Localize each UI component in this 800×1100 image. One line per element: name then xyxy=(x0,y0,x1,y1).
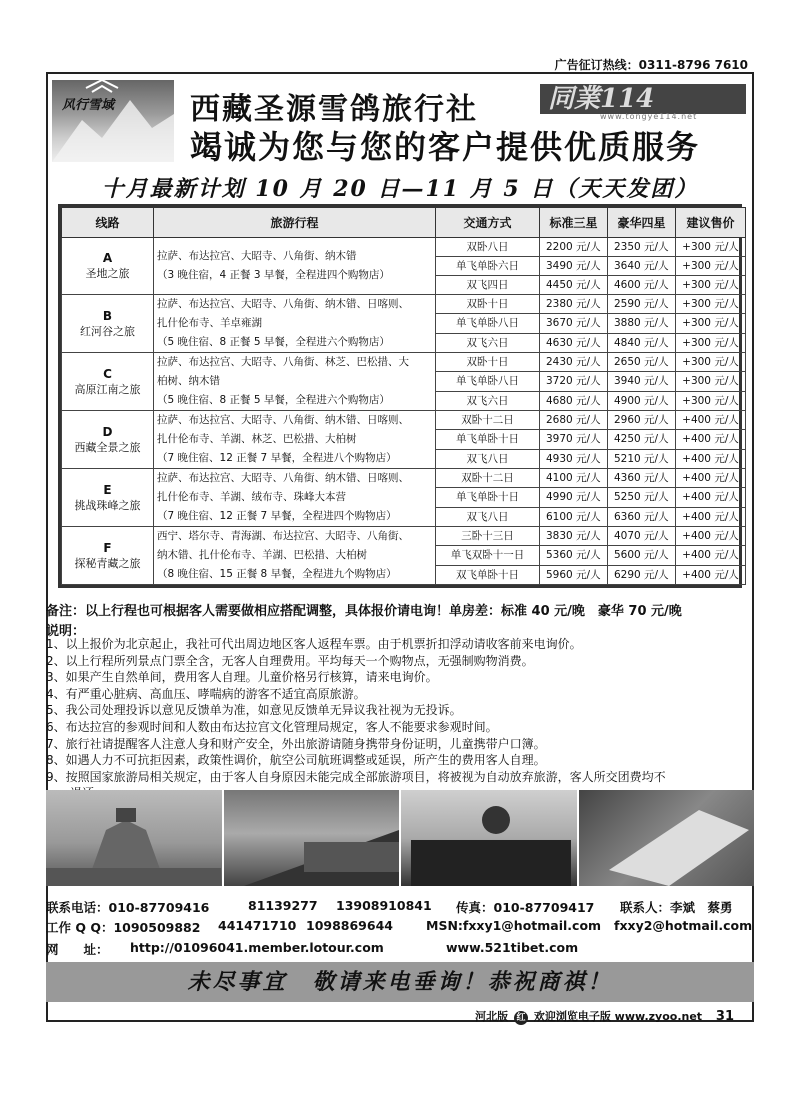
transport-cell: 双飞六日 xyxy=(436,391,540,410)
route-letter: E xyxy=(103,482,112,497)
standard-price-cell: 2380 元/人 xyxy=(540,295,608,314)
luxury-price-cell: 3640 元/人 xyxy=(608,257,676,276)
luxury-price-cell: 5250 元/人 xyxy=(608,488,676,507)
suggested-price-cell: +300 元/人 xyxy=(676,372,746,391)
suggested-price-cell: +400 元/人 xyxy=(676,449,746,468)
col-header-itinerary: 旅游行程 xyxy=(154,208,436,238)
page-number: 31 xyxy=(715,1009,734,1024)
itinerary-line: 柏树、纳木错 xyxy=(157,375,220,387)
itinerary-line: 拉萨、布达拉宫、大昭寺、八角街、纳木错、日喀则、 xyxy=(157,414,409,426)
suggested-price-cell: +400 元/人 xyxy=(676,411,746,430)
transport-cell: 双飞单卧十日 xyxy=(436,565,540,584)
itinerary-line: 纳木错、扎什伦布寺、羊湖、巴松措、大柏树 xyxy=(157,549,367,561)
plan-title: 十月最新计划 10 月 20 日—11 月 5 日（天天发团） xyxy=(101,176,699,202)
route-letter: B xyxy=(102,308,113,323)
route-cell xyxy=(62,411,154,469)
standard-price-cell: 3720 元/人 xyxy=(540,372,608,391)
monks-photo xyxy=(401,790,577,886)
note-item: 7、旅行社请提醒客人注意人身和财产安全，外出旅游请随身携带身份证明，儿童携带户口簿。 xyxy=(46,736,546,751)
table-row xyxy=(62,295,746,314)
itinerary-line: （8 晚住宿、15 正餐 8 早餐，全程进九个购物店） xyxy=(157,568,397,580)
itinerary-cell xyxy=(154,411,436,469)
suggested-price-cell: +400 元/人 xyxy=(676,546,746,565)
luxury-price-cell: 6290 元/人 xyxy=(608,565,676,584)
table-row xyxy=(62,527,746,546)
itinerary-line: （3 晚住宿，4 正餐 3 早餐，全程进四个购物店） xyxy=(157,269,390,281)
edition: 河北版 xyxy=(475,1010,509,1023)
suggested-price-cell: +300 元/人 xyxy=(676,295,746,314)
transport-cell: 双卧十二日 xyxy=(436,469,540,488)
logo-text: 风行雪域 xyxy=(62,98,115,113)
web-label: 网 址： xyxy=(46,942,109,957)
route-name: 圣地之旅 xyxy=(85,267,130,280)
standard-price-cell: 3670 元/人 xyxy=(540,314,608,333)
qq: 工作 Q Q：1090509882 xyxy=(46,920,201,935)
standard-price-cell: 4450 元/人 xyxy=(540,276,608,295)
itinerary-line: （5 晚住宿、8 正餐 5 早餐，全程进六个购物店） xyxy=(157,336,390,348)
note-item: 1、以上报价为北京起止，我社可代出周边地区客人返程车票。由于机票折扣浮动请收客前来电询价。 xyxy=(46,637,582,651)
thangka-photo xyxy=(579,790,755,886)
transport-cell: 双卧十二日 xyxy=(436,411,540,430)
route-letter: F xyxy=(103,540,112,555)
luxury-price-cell: 2590 元/人 xyxy=(608,295,676,314)
itinerary-line: 扎什伦布寺、羊卓雍湖 xyxy=(157,317,262,329)
transport-cell: 双飞四日 xyxy=(436,276,540,295)
standard-price-cell: 2430 元/人 xyxy=(540,353,608,372)
note-item: 8、如遇人力不可抗拒因素，政策性调价，航空公司航班调整或延误，所产生的费用客人自理。 xyxy=(46,753,546,768)
note-item: 5、我公司处理投诉以意见反馈单为准，如意见反馈单无异议我社视为无投诉。 xyxy=(46,703,462,718)
suggested-price-cell: +300 元/人 xyxy=(676,238,746,257)
suggested-price-cell: +300 元/人 xyxy=(676,276,746,295)
route-name: 探秘青藏之旅 xyxy=(74,556,141,570)
phone-2: 81139277 xyxy=(248,898,318,913)
transport-cell: 单飞单卧十日 xyxy=(436,430,540,449)
route-cell xyxy=(62,527,154,585)
potala-palace-photo xyxy=(46,790,222,886)
table-row xyxy=(62,411,746,430)
standard-price-cell: 3830 元/人 xyxy=(540,527,608,546)
luxury-price-cell: 2650 元/人 xyxy=(608,353,676,372)
route-letter: C xyxy=(103,366,112,381)
standard-price-cell: 4100 元/人 xyxy=(540,469,608,488)
table-row xyxy=(62,353,746,372)
standard-price-cell: 4990 元/人 xyxy=(540,488,608,507)
col-header-standard: 标准三星 xyxy=(540,208,608,238)
luxury-price-cell: 4840 元/人 xyxy=(608,333,676,352)
transport-cell: 双卧八日 xyxy=(436,238,540,257)
luxury-price-cell: 2960 元/人 xyxy=(608,411,676,430)
itinerary-line: （5 晚住宿、8 正餐 5 早餐，全程进六个购物店） xyxy=(157,394,390,406)
itinerary-cell xyxy=(154,469,436,527)
col-header-luxury: 豪华四星 xyxy=(608,208,676,238)
itinerary-line: 扎什伦布寺、羊湖、林芝、巴松措、大柏树 xyxy=(157,433,357,445)
transport-cell: 单飞单卧十日 xyxy=(436,488,540,507)
standard-price-cell: 5960 元/人 xyxy=(540,565,608,584)
suggested-price-cell: +400 元/人 xyxy=(676,469,746,488)
qq-3: 1098869644 xyxy=(306,918,393,933)
luxury-price-cell: 4900 元/人 xyxy=(608,391,676,410)
standard-price-cell: 2680 元/人 xyxy=(540,411,608,430)
route-name: 挑战珠峰之旅 xyxy=(74,498,141,512)
footer xyxy=(475,1008,734,1025)
route-letter: A xyxy=(102,251,113,265)
route-cell xyxy=(62,469,154,527)
qq-2: 441471710 xyxy=(218,918,297,933)
suggested-price-cell: +400 元/人 xyxy=(676,507,746,526)
transport-cell: 单飞单卧八日 xyxy=(436,314,540,333)
route-name: 高原江南之旅 xyxy=(74,382,141,396)
transport-cell: 单飞单卧六日 xyxy=(436,257,540,276)
standard-price-cell: 6100 元/人 xyxy=(540,507,608,526)
route-name: 西藏全景之旅 xyxy=(74,440,141,454)
suggested-price-cell: +300 元/人 xyxy=(676,391,746,410)
suggested-price-cell: +300 元/人 xyxy=(676,333,746,352)
luxury-price-cell: 5210 元/人 xyxy=(608,449,676,468)
transport-cell: 双飞六日 xyxy=(436,333,540,352)
train-station-photo xyxy=(224,790,400,886)
transport-cell: 双卧十日 xyxy=(436,353,540,372)
suggested-price-cell: +400 元/人 xyxy=(676,527,746,546)
transport-cell: 双飞八日 xyxy=(436,507,540,526)
note-item: 3、如果产生自然单间，费用客人自理。儿童价格另行核算，请来电询价。 xyxy=(46,670,438,685)
standard-price-cell: 4930 元/人 xyxy=(540,449,608,468)
phone: 联系电话：010-87709416 xyxy=(46,900,210,915)
price-table xyxy=(58,204,742,588)
photo-strip xyxy=(46,790,754,886)
note-item: 9、按照国家旅游局相关规定，由于客人自身原因未能完成全部旅游项目，将被视为自动放弃旅游，客人所交团费均不 xyxy=(46,769,666,784)
itinerary-line: 拉萨、布达拉宫、大昭寺、八角街、纳木错、日喀则、 xyxy=(157,298,409,310)
transport-cell: 双卧十日 xyxy=(436,295,540,314)
table-row xyxy=(62,469,746,488)
footer-text[interactable]: 欢迎浏览电子版 www.zyoo.net xyxy=(533,1010,703,1023)
note-item: 6、布达拉宫的参观时间和人数由布达拉宫文化管理局规定，客人不能要求参观时间。 xyxy=(46,719,498,734)
slogan: 竭诚为您与您的客户提供优质服务 xyxy=(190,128,701,166)
fax: 传真：010-87709417 xyxy=(456,900,595,915)
standard-price-cell: 4630 元/人 xyxy=(540,333,608,352)
red-logo-icon: 红 xyxy=(514,1011,528,1025)
luxury-price-cell: 6360 元/人 xyxy=(608,507,676,526)
luxury-price-cell: 2350 元/人 xyxy=(608,238,676,257)
itinerary-line: 拉萨、布达拉宫、大昭寺、八角街、林芝、巴松措、大 xyxy=(157,356,409,368)
luxury-price-cell: 4070 元/人 xyxy=(608,527,676,546)
mountain-icon xyxy=(52,80,174,162)
suggested-price-cell: +400 元/人 xyxy=(676,565,746,584)
itinerary-line: （7 晚住宿、12 正餐 7 早餐，全程进四个购物店） xyxy=(157,510,397,522)
itinerary-cell xyxy=(154,527,436,585)
note-item: 2、以上行程所列景点门票全含，无客人自理费用。平均每天一个购物点，无强制购物消费。 xyxy=(46,653,534,668)
remark: 备注：以上行程也可根据客人需要做相应搭配调整，具体报价请电询！单房差：标准 40 元/晚 豪华 70 元/晚 xyxy=(46,604,682,619)
itinerary-cell xyxy=(154,238,436,295)
standard-price-cell: 4680 元/人 xyxy=(540,391,608,410)
transport-cell: 单飞单卧八日 xyxy=(436,372,540,391)
msn: MSN:fxxy1@hotmail.com xyxy=(426,918,602,933)
route-cell xyxy=(62,295,154,353)
standard-price-cell: 3490 元/人 xyxy=(540,257,608,276)
luxury-price-cell: 3940 元/人 xyxy=(608,372,676,391)
route-cell xyxy=(62,238,154,295)
phone-3: 13908910841 xyxy=(336,898,432,913)
route-letter: D xyxy=(102,424,113,439)
col-header-transport: 交通方式 xyxy=(436,208,540,238)
luxury-price-cell: 5600 元/人 xyxy=(608,546,676,565)
luxury-price-cell: 4360 元/人 xyxy=(608,469,676,488)
notes-title: 说明： xyxy=(46,624,86,639)
notes-list xyxy=(46,636,746,802)
suggested-price-cell: +400 元/人 xyxy=(676,430,746,449)
transport-cell: 单飞双卧十一日 xyxy=(436,546,540,565)
col-header-route: 线路 xyxy=(62,208,154,238)
standard-price-cell: 3970 元/人 xyxy=(540,430,608,449)
itinerary-line: 扎什伦布寺、羊湖、绒布寺、珠峰大本营 xyxy=(157,491,346,503)
standard-price-cell: 5360 元/人 xyxy=(540,546,608,565)
suggested-price-cell: +300 元/人 xyxy=(676,314,746,333)
note-item: 4、有严重心脏病、高血压、哮喘病的游客不适宜高原旅游。 xyxy=(46,686,366,701)
agency-logo xyxy=(52,80,174,162)
contact-person: 联系人：李斌 蔡勇 xyxy=(620,900,733,915)
itinerary-cell xyxy=(154,353,436,411)
transport-cell: 双飞八日 xyxy=(436,449,540,468)
itinerary-line: 拉萨、布达拉宫、大昭寺、八角街、纳木错 xyxy=(157,250,357,262)
brand-logo: 同業114 xyxy=(540,84,746,114)
col-header-suggested: 建议售价 xyxy=(676,208,746,238)
itinerary-line: （7 晚住宿、12 正餐 7 早餐，全程进八个购物店） xyxy=(157,452,397,464)
closing-banner: 未尽事宜 敬请来电垂询！恭祝商祺！ xyxy=(46,962,754,1002)
itinerary-line: 西宁、塔尔寺、青海湖、布达拉宫、大昭寺、八角街、 xyxy=(157,530,409,542)
itinerary-line: 拉萨、布达拉宫、大昭寺、八角街、纳木错、日喀则、 xyxy=(157,472,409,484)
luxury-price-cell: 4250 元/人 xyxy=(608,430,676,449)
table-row xyxy=(62,238,746,257)
brand-url: www.tongye114.net xyxy=(600,112,698,121)
website-1[interactable]: http://01096041.member.lotour.com xyxy=(130,940,384,955)
transport-cell: 三卧十三日 xyxy=(436,527,540,546)
standard-price-cell: 2200 元/人 xyxy=(540,238,608,257)
msn-2: fxxy2@hotmail.com xyxy=(614,918,753,933)
luxury-price-cell: 3880 元/人 xyxy=(608,314,676,333)
route-name: 红河谷之旅 xyxy=(80,324,135,338)
route-cell xyxy=(62,353,154,411)
table-header-row xyxy=(62,208,746,238)
luxury-price-cell: 4600 元/人 xyxy=(608,276,676,295)
suggested-price-cell: +300 元/人 xyxy=(676,257,746,276)
agency-name: 西藏圣源雪鸽旅行社 xyxy=(190,92,478,127)
itinerary-cell xyxy=(154,295,436,353)
website-2[interactable]: www.521tibet.com xyxy=(446,940,579,955)
ad-hotline: 广告征订热线：0311-8796 7610 xyxy=(554,58,748,72)
suggested-price-cell: +400 元/人 xyxy=(676,488,746,507)
suggested-price-cell: +300 元/人 xyxy=(676,353,746,372)
